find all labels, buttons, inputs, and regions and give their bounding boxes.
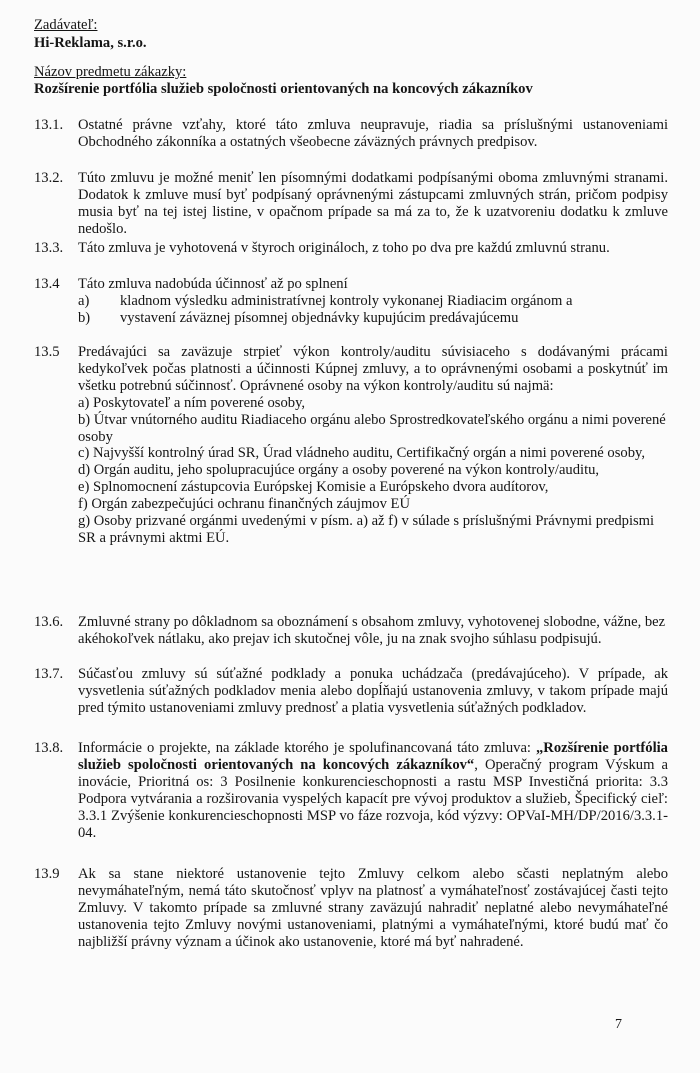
clause-13-3 <box>34 240 668 257</box>
clause-number: 13.3. <box>34 240 64 256</box>
clause-text: Táto zmluva je vyhotovená v štyroch origináloch, z toho po dva pre každú zmluvnú stranu. <box>78 240 610 256</box>
project-title: „Rozšírenie portfólia služieb spoločnosti orientovaných na koncových zákazníkov“ <box>78 740 668 773</box>
list-item: e) Splnomocnení zástupcovia Európskej Komisie a Európskeho dvora audítorov, <box>78 479 549 496</box>
list-item: d) Orgán auditu, jeho spolupracujúce orgány a osoby poverené na výkon kontroly/auditu, <box>78 462 600 479</box>
list-item <box>78 293 668 310</box>
clause-13-6 <box>34 614 668 648</box>
clause-13-7 <box>34 666 668 717</box>
clause-text: Ostatné právne vzťahy, ktoré táto zmluva neupravuje, riadia sa príslušnými ustanoveniami Obchodného zákonníka a ostatných všeobecne záväzných právnych predpisov. <box>78 117 668 150</box>
authorized-persons-list <box>78 395 668 547</box>
clause-number: 13.1. <box>34 117 64 133</box>
clause-text: Predávajúci sa zaväzuje strpieť výkon kontroly/auditu súvisiaceho s dodávanými prácami kedykoľvek počas platnosti a účinnosti Kúpnej zmluvy, a to oprávnenými osobami a poskytnúť im všetku potrebnú súčinnosť. Oprávnené osoby na výkon kontroly/auditu sú najmä: <box>78 344 668 394</box>
list-item: g) Osoby prizvané orgánmi uvedenými v písm. a) až f) v súlade s príslušnými Právnymi predpismi SR a právnymi aktmi EÚ. <box>78 513 655 546</box>
page-number: 7 <box>615 1017 622 1032</box>
clause-number: 13.7. <box>34 666 64 682</box>
clause-text: Ak sa stane niektoré ustanovenie tejto Zmluvy celkom alebo sčasti neplatným alebo nevymáhateľným, nemá táto skutočnosť vplyv na platnosť a vymáhateľnosť zostávajúcej časti tejto Zmluvy. V takomto prípade sa zmluvné strany zaväzujú nahradiť neplatné alebo nevymáhateľné ustanovenia tejto Zmluvy novými ustanoveniami, platnými a vymáhateľnými, ktoré budú mať čo najbližší právny význam a účinok ako ustanovenie, ktoré má byť nahradené. <box>78 866 668 950</box>
list-item: a) Poskytovateľ a ním poverené osoby, <box>78 394 306 411</box>
list-item: b) Útvar vnútorného auditu Riadiaceho orgánu alebo Sprostredkovateľského orgánu a nimi poverené osoby <box>78 411 666 445</box>
clause-13-1 <box>34 117 668 151</box>
clause-number: 13.5 <box>34 344 60 360</box>
clause-number: 13.4 <box>34 276 60 292</box>
clause-13-4 <box>34 276 668 327</box>
clause-text: Informácie o projekte, na základe ktorého je spolufinancovaná táto zmluva: <box>78 740 531 756</box>
clause-text: Súčasťou zmluvy sú súťažné podklady a ponuka uchádzača (predávajúceho). V prípade, ak vysvetlenia súťažných podkladov menia alebo dopĺňajú ustanovenia zmluvy, v takom prípade majú pred týmito ustanoveniami zmluvy prednosť a platia vysvetlenia súťažných podkladov. <box>78 666 668 716</box>
item-text: kladnom výsledku administratívnej kontroly vykonanej Riadiacim orgánom a <box>120 292 573 309</box>
subject-title: Rozšírenie portfólia služieb spoločnosti orientovaných na koncových zákazníkov <box>34 81 533 97</box>
contracting-authority-label: Zadávateľ: <box>34 17 98 33</box>
clause-text: Zmluvné strany po dôkladnom sa oboznámení s obsahom zmluvy, vyhotovenej slobodne, vážne, bez akéhokoľvek nátlaku, ako prejav ich skutočnej vôle, ju na znak svojho súhlasu podpisujú. <box>78 614 666 647</box>
subject-label: Názov predmetu zákazky: <box>34 64 187 80</box>
item-text: vystavení záväznej písomnej objednávky kupujúcim predávajúcemu <box>120 309 519 326</box>
clause-13-9 <box>34 866 668 951</box>
clause-number: 13.6. <box>34 614 64 630</box>
item-label: a) <box>78 292 90 309</box>
list-item: f) Orgán zabezpečujúci ochranu finančných záujmov EÚ <box>78 496 410 513</box>
clause-number: 13.8. <box>34 740 64 756</box>
list-item: c) Najvyšší kontrolný úrad SR, Úrad vládneho auditu, Certifikačný orgán a nimi poverené osoby, <box>78 445 646 462</box>
clause-13-8 <box>34 740 668 841</box>
item-label: b) <box>78 309 91 326</box>
clause-13-2 <box>34 170 668 238</box>
clause-text: Túto zmluvu je možné meniť len písomnými dodatkami podpísanými oboma zmluvnými stranami. Dodatok k zmluve musí byť podpísaný oprávnenými zástupcami zmluvných strán, pričom podpisy musia byť na tej istej listine, v opačnom prípade sa má za to, že k uzatvoreniu dodatku k zmluve nedošlo. <box>78 170 668 237</box>
clause-number: 13.9 <box>34 866 60 882</box>
contracting-authority-name: Hi-Reklama, s.r.o. <box>34 35 147 51</box>
clause-text-continued: , Operačný program Výskum a inovácie, Prioritná os: 3 Posilnenie konkurencieschopnosti a rastu MSP Investičná priorita: 3.3 Podpora vytvárania a rozširovania vyspelých kapacít pre vývoj produktov a služieb, Špecifický cieľ: 3.3.1 Zvýšenie konkurencieschopnosti MSP vo fáze rozvoja, kód výzvy: OPVaI-MH/DP/2016/3.3.1-04. <box>78 756 669 841</box>
clause-13-5 <box>34 344 668 547</box>
clause-number: 13.2. <box>34 170 64 186</box>
clause-text: Táto zmluva nadobúda účinnosť až po splnení <box>78 276 348 292</box>
list-item <box>78 310 668 327</box>
